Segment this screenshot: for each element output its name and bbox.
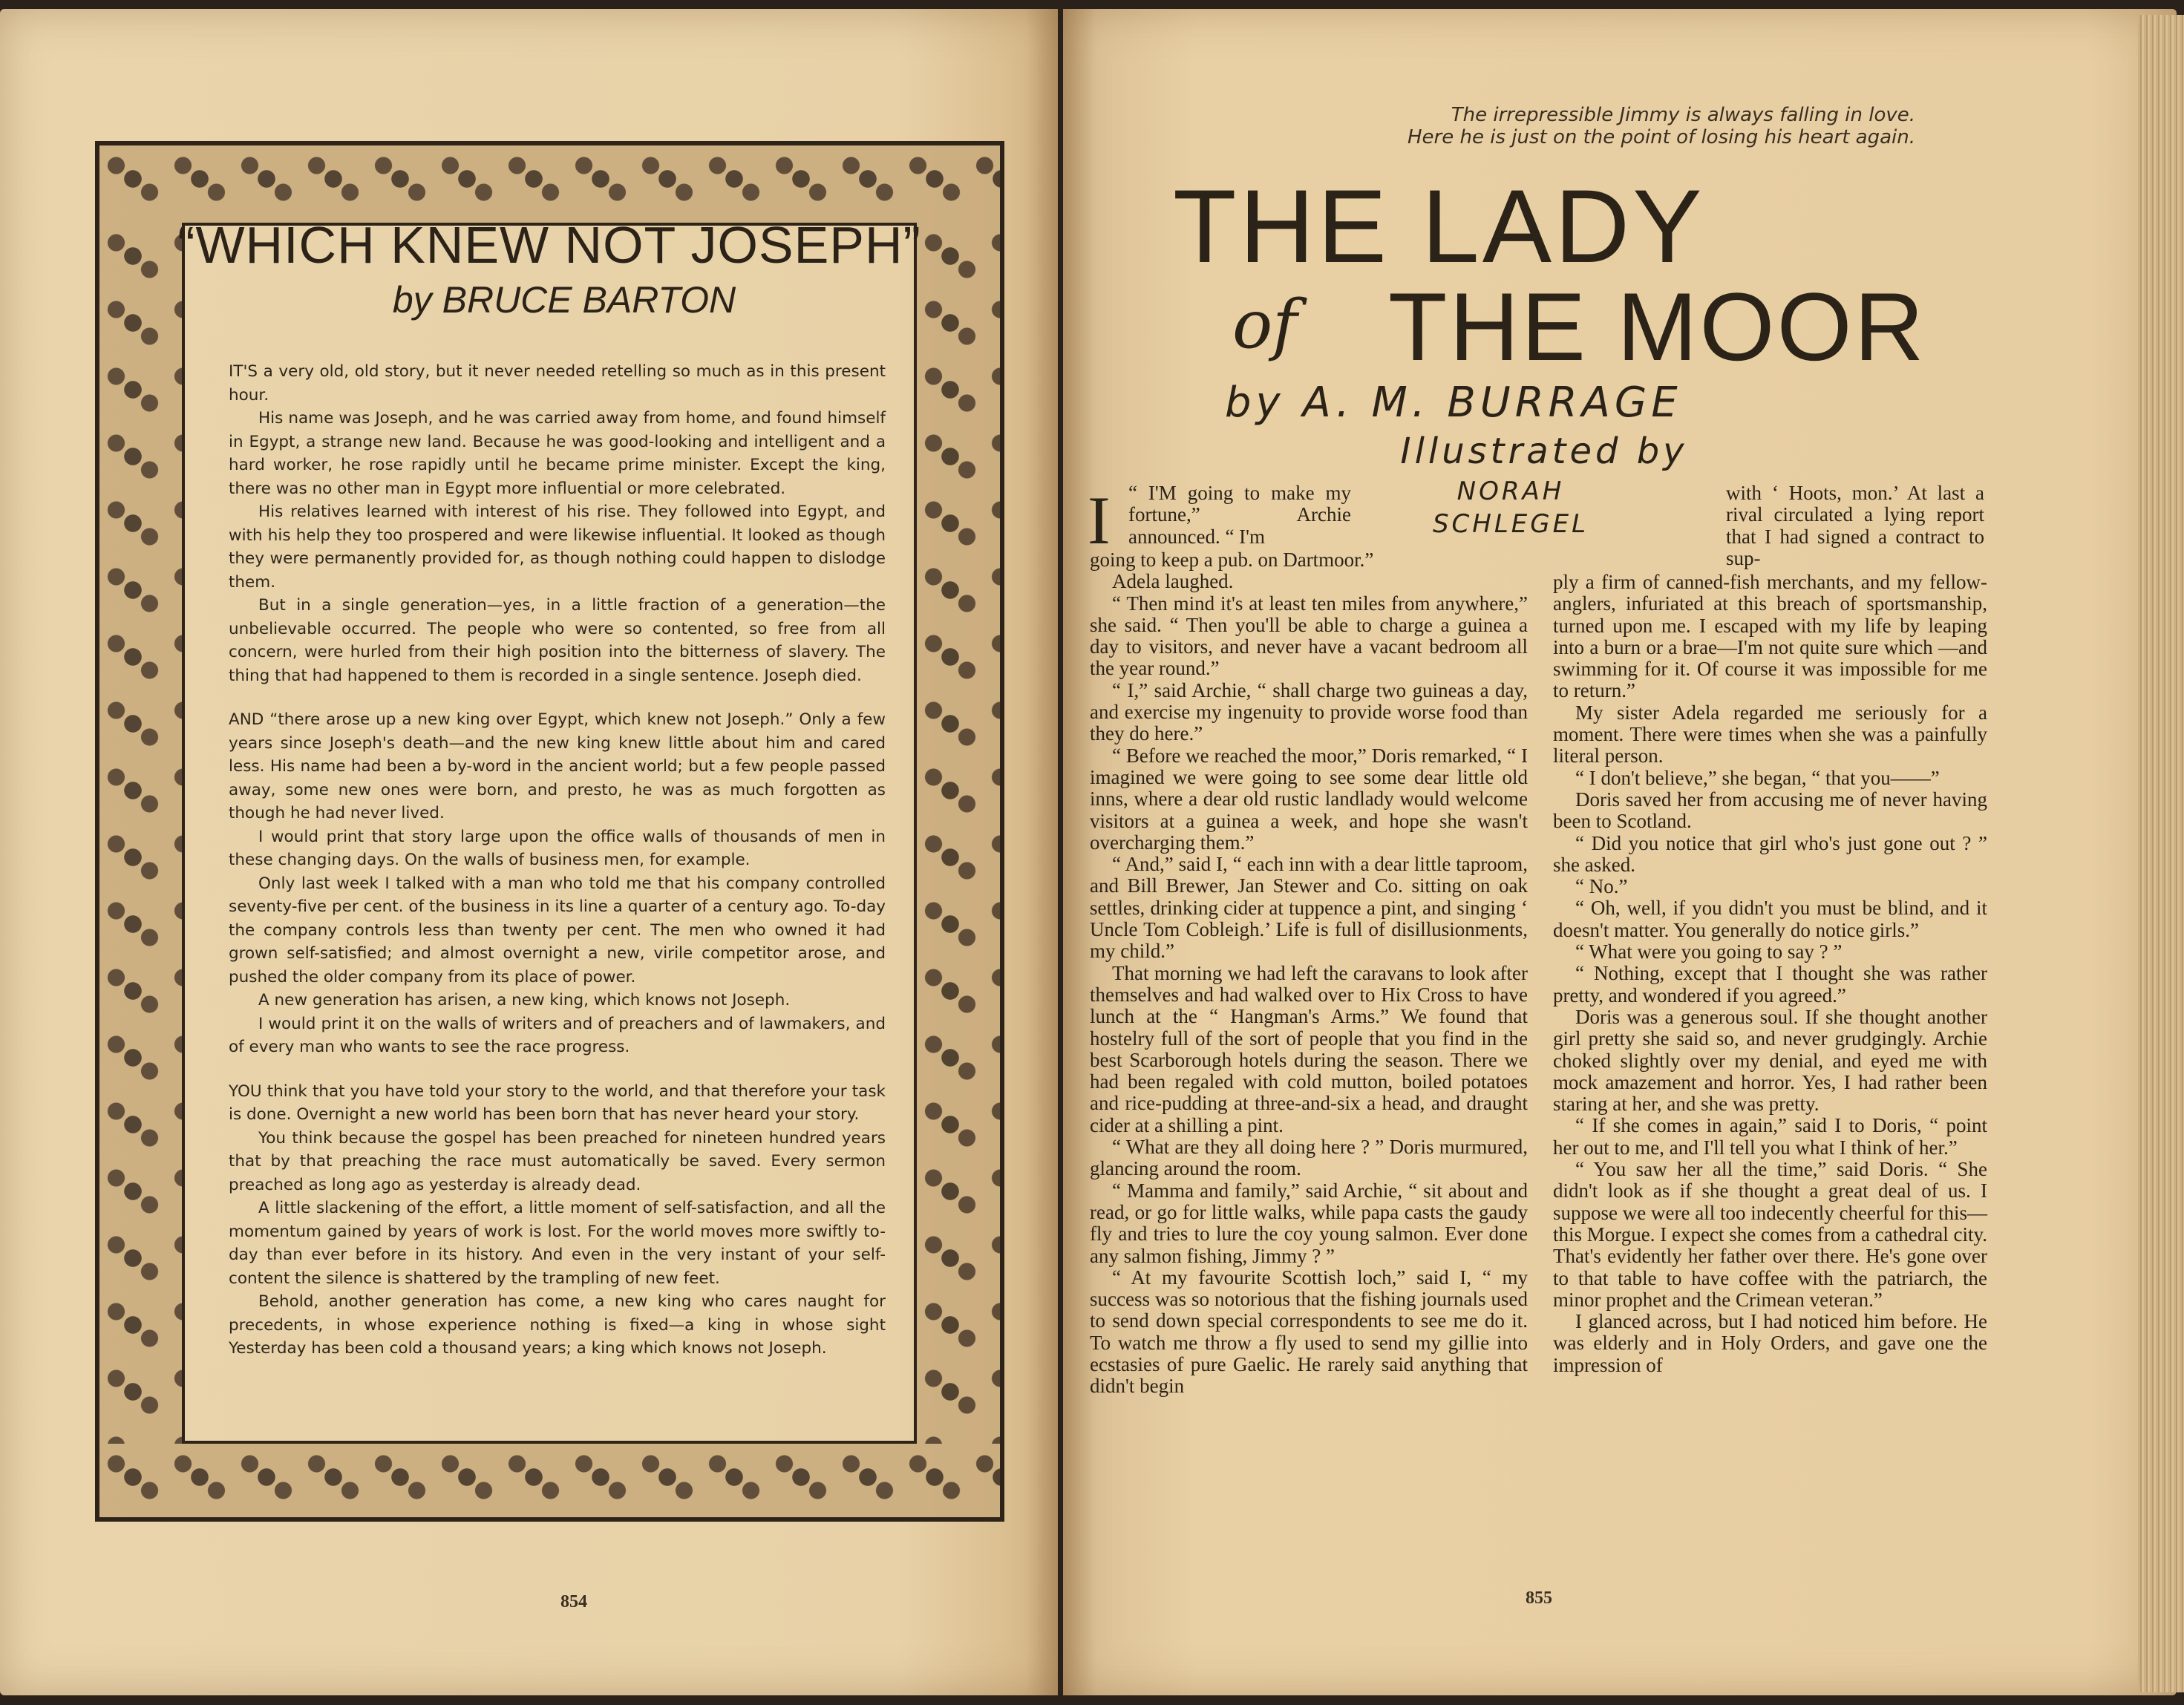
paragraph: Adela laughed. bbox=[1112, 570, 1234, 593]
paragraph: “ Oh, well, if you didn't you must be blind, and it doesn't matter. You generally do notice girls.” bbox=[1553, 897, 1987, 941]
story-title-line-2: THE MOOR bbox=[1388, 272, 1926, 381]
paragraph: Behold, another generation has come, a new king who cares naught for precedents, in whose experience nothing is fixed—a king in whose sight Yesterday has been cold a thousand years; a king which knows not Joseph. bbox=[229, 1292, 886, 1358]
paragraph: “ Nothing, except that I thought she was rather pretty, and wondered if you agreed.” bbox=[1553, 962, 1987, 1007]
page-edges bbox=[2138, 15, 2184, 1692]
paragraph: “ Then mind it's at least ten miles from anywhere,” she said. “ Then you'll be able to charge a guinea a day to visitors, and never have a vacant bedroom all the year round.” bbox=[1090, 592, 1528, 680]
paragraph: “ Mamma and family,” said Archie, “ sit about and read, or go for little walks, while papa casts the gaudy fly and tries to lure the coy young salmon. Ever done any salmon fishing, Jimmy ? ” bbox=[1090, 1179, 1528, 1267]
illustrator-name-line-2: SCHLEGEL bbox=[1432, 509, 1589, 539]
story-title-line-1: THE LADY bbox=[1173, 168, 1705, 284]
article-section-1 bbox=[229, 360, 886, 687]
page-number-left: 854 bbox=[560, 1592, 587, 1611]
story-dropcap: I bbox=[1088, 482, 1111, 558]
paragraph: “ And,” said I, “ each inn with a dear little taproom, and Bill Brewer, Jan Stewer and Co. sitting on oak settles, drinking cider at tuppence a pint, and singing ‘ Uncle Tom Cobleigh.’ Life is full of disillusionments, my child.” bbox=[1090, 853, 1528, 963]
illustrated-by-label: Illustrated by bbox=[1400, 431, 1688, 472]
paragraph: going to keep a pub. on Dartmoor.” bbox=[1090, 549, 1374, 571]
story-lead-paragraph-2: with ‘ Hoots, mon.’ At last a rival circulated a lying report that I had signed a contract to sup- bbox=[1726, 482, 1984, 569]
paragraph: “ Did you notice that girl who's just gone out ? ” she asked. bbox=[1553, 831, 1987, 876]
paragraph: “ You saw her all the time,” said Doris. “ She didn't look as if she thought a great deal of us. I suppose we were all too indecently cheerful for this—this Morgue. I expect she comes from a cathedral city. That's evidently her father over there. He's gone over to that table to have coffee with the patriarch, the minor prophet and the Crimean veteran.” bbox=[1553, 1158, 1987, 1311]
page-number-right: 855 bbox=[1526, 1588, 1552, 1608]
paragraph: “ What were you going to say ? ” bbox=[1575, 940, 1843, 963]
paragraph: A new generation has arisen, a new king, which knows not Joseph. bbox=[258, 991, 791, 1009]
paragraph: “ I don't believe,” she began, “ that you——” bbox=[1575, 766, 1940, 789]
paragraph: AND “there arose up a new king over Egypt, which knew not Joseph.” Only a few years since Joseph's death—and the new king knew little about him and cared less. His name had been a by-word in the ancient world; but a few people passed away, some new ones were born, and presto, he was as much forgotten as though he had never lived. bbox=[229, 710, 886, 822]
paragraph: I glanced across, but I had noticed him before. He was elderly and in Holy Orders, and gave one the impression of bbox=[1553, 1310, 1987, 1376]
paragraph: A little slackening of the effort, a little moment of self-satisfaction, and all the momentum gained by years of work is lost. For the world moves more swiftly to-day than ever before in its history. And even in the very instant of your self-content the silence is shattered by the trampling of new feet. bbox=[229, 1199, 886, 1288]
paragraph: Doris was a generous soul. If she thought another girl pretty she said so, and never grudgingly. Archie choked slightly over my denial, and eyed me with mock amazement and horror. Yes, I had rather been staring at her, and she was pretty. bbox=[1553, 1005, 1987, 1116]
illustrator-name-line-1: NORAH bbox=[1456, 477, 1565, 506]
paragraph: You think because the gospel has been preached for nineteen hundred years that by that preaching the race must automatically be saved. Every sermon preached as long ago as yesterday is already dead. bbox=[229, 1128, 886, 1194]
paragraph: His name was Joseph, and he was carried away from home, and found himself in Egypt, a strange new land. Because he was good-looking and intelligent and a hard worker, he rose rapidly until he became prime minister. Except the king, there was no other man in Egypt more influential or more celebrated. bbox=[229, 409, 886, 498]
paragraph: “ If she comes in again,” said I to Doris, “ point her out to me, and I'll tell you what I think of her.” bbox=[1553, 1114, 1987, 1159]
paragraph: “ At my favourite Scottish loch,” said I, “ my success was so notorious that the fishing journals used to send down special correspondents to see me do it. To watch me throw a fly used to send my gillie into ecstasies of pure Gaelic. He rarely said anything that didn't begin bbox=[1090, 1266, 1528, 1398]
story-column-1-lead bbox=[1128, 482, 1351, 548]
paragraph: I would print it on the walls of writers and of preachers and of lawmakers, and of every man who wants to see the race progress. bbox=[229, 1014, 886, 1056]
paragraph: Doris saved her from accusing me of never having been to Scotland. bbox=[1553, 788, 1987, 833]
left-article-body bbox=[229, 360, 886, 1361]
paragraph: ply a firm of canned-fish merchants, and my fellow-anglers, infuriated at this breach of sportsmanship, turned upon me. I escaped with my life by leaping into a burn or a brae—I'm not quite sure which —and swimming for it. Of course it was impossible for me to return.” bbox=[1553, 571, 1987, 702]
story-title-of: of bbox=[1232, 286, 1298, 364]
paragraph: IT'S a very old, old story, but it never needed retelling so much as in this present hour. bbox=[229, 362, 886, 405]
paragraph: “ Before we reached the moor,” Doris remarked, “ I imagined we were going to see some dear little old inns, where a dear old rustic landlady would welcome visitors at a guinea a week, and hope she wasn't overcharging them.” bbox=[1090, 744, 1528, 854]
article-title: “WHICH KNEW NOT JOSEPH” bbox=[177, 216, 921, 274]
paragraph: But in a single generation—yes, in a little fraction of a generation—the unbelievable occurred. The people who were so contented, so free from all concern, were hurled from their high position into the bitterness of slavery. The thing that had happened to them is recorded in a single sentence. Joseph died. bbox=[229, 596, 886, 685]
article-byline: by BRUCE BARTON bbox=[392, 279, 736, 321]
paragraph: Only last week I talked with a man who told me that his company controlled seventy-five per cent. of the business in its line a quarter of a century ago. To-day the company controls less than twenty per cent. The men who owned it had grown self-satisfied; and almost overnight a new, virile competitor arose, and pushed the older company from its place of power. bbox=[229, 874, 886, 986]
paragraph: “ I,” said Archie, “ shall charge two guineas a day, and exercise my ingenuity to provide worse food than they do here.” bbox=[1090, 678, 1528, 745]
story-byline: by A. M. BURRAGE bbox=[1225, 379, 1682, 427]
caption-line-2: Here he is just on the point of losing his heart again. bbox=[1407, 126, 1915, 148]
paragraph: I would print that story large upon the office walls of thousands of men in these changing days. On the walls of business men, for example. bbox=[229, 827, 886, 869]
caption-line-1: The irrepressible Jimmy is always falling in love. bbox=[1451, 104, 1915, 126]
article-section-2 bbox=[229, 708, 886, 1059]
paragraph: “ What are they all doing here ? ” Doris murmured, glancing around the room. bbox=[1090, 1136, 1528, 1180]
paragraph: “ No.” bbox=[1575, 875, 1628, 898]
story-column-1 bbox=[1090, 549, 1528, 1398]
paragraph: My sister Adela regarded me seriously for a moment. There were times when she was a painfully literal person. bbox=[1553, 701, 1987, 768]
article-section-3 bbox=[229, 1080, 886, 1361]
paragraph: That morning we had left the caravans to look after themselves and had walked over to Hix Cross to have lunch at the “ Hangman's Arms.” We found that hostelry full of the sort of people that you find in the best Scarborough hotels during the season. There we had been regaled with cold mutton, boiled potatoes and rice-pudding at three-and-six a head, and draught cider at a shilling a pint. bbox=[1090, 961, 1528, 1136]
paragraph: YOU think that you have told your story to the world, and that therefore your task is done. Overnight a new world has been born that has never heard your story. bbox=[229, 1081, 886, 1124]
story-lead-paragraph: “ I'M going to make my fortune,” Archie announced. “ I'm bbox=[1128, 482, 1351, 548]
illustration-caption bbox=[1217, 104, 1915, 148]
story-column-2-lead bbox=[1726, 482, 1984, 569]
story-column-2 bbox=[1553, 572, 1987, 1376]
paragraph: His relatives learned with interest of his rise. They followed into Egypt, and with his help they too prospered and were likewise influential. It looked as though they were permanently provided for, as though nothing could happen to dislodge them. bbox=[229, 503, 886, 592]
illustrator-name bbox=[1414, 475, 1607, 540]
